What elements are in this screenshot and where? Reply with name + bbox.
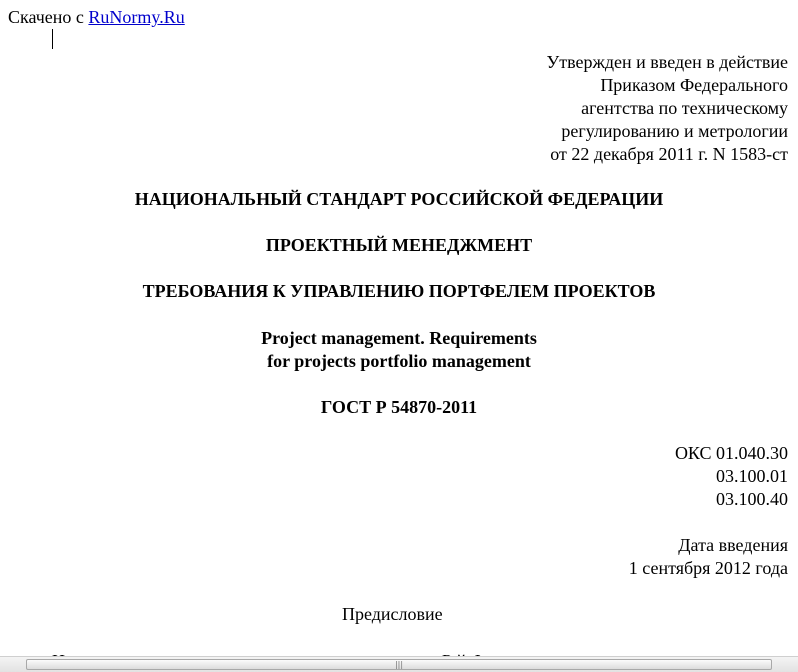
oks-line-2: 03.100.01 xyxy=(716,466,788,486)
download-source-line xyxy=(8,6,185,28)
gost-number: ГОСТ Р 54870-2011 xyxy=(320,397,478,417)
approval-line-2: Приказом Федерального xyxy=(600,75,788,95)
grip-icon: ||| xyxy=(394,660,404,669)
oks-line-1: ОКС 01.040.30 xyxy=(674,443,788,463)
download-source-prefix: Скачено с xyxy=(8,7,84,27)
approval-line-4: регулированию и метрологии xyxy=(561,121,788,141)
english-title-line-2: for projects portfolio management xyxy=(267,351,531,371)
approval-line-3: агентства по техническому xyxy=(581,98,788,118)
approval-line-5: от 22 декабря 2011 г. N 1583-ст xyxy=(550,144,788,164)
oks-line-3: 03.100.40 xyxy=(716,489,788,509)
runormy-link[interactable]: RuNormy.Ru xyxy=(88,7,185,27)
english-title-line-1: Project management. Requirements xyxy=(261,328,537,348)
scrollbar-thumb[interactable] xyxy=(26,659,772,670)
intro-date-label: Дата введения xyxy=(678,535,788,555)
horizontal-scrollbar[interactable] xyxy=(0,656,798,672)
text-cursor xyxy=(52,29,53,49)
approval-line-1: Утвержден и введен в действие xyxy=(546,52,788,72)
intro-date-value: 1 сентября 2012 года xyxy=(628,558,788,578)
foreword-heading: Предисловие xyxy=(342,604,443,624)
project-management-title: ПРОЕКТНЫЙ МЕНЕДЖМЕНТ xyxy=(265,235,533,255)
requirements-title: ТРЕБОВАНИЯ К УПРАВЛЕНИЮ ПОРТФЕЛЕМ ПРОЕКТОВ xyxy=(142,281,656,301)
national-standard-title: НАЦИОНАЛЬНЫЙ СТАНДАРТ РОССИЙСКОЙ ФЕДЕРАЦИИ xyxy=(134,189,664,209)
